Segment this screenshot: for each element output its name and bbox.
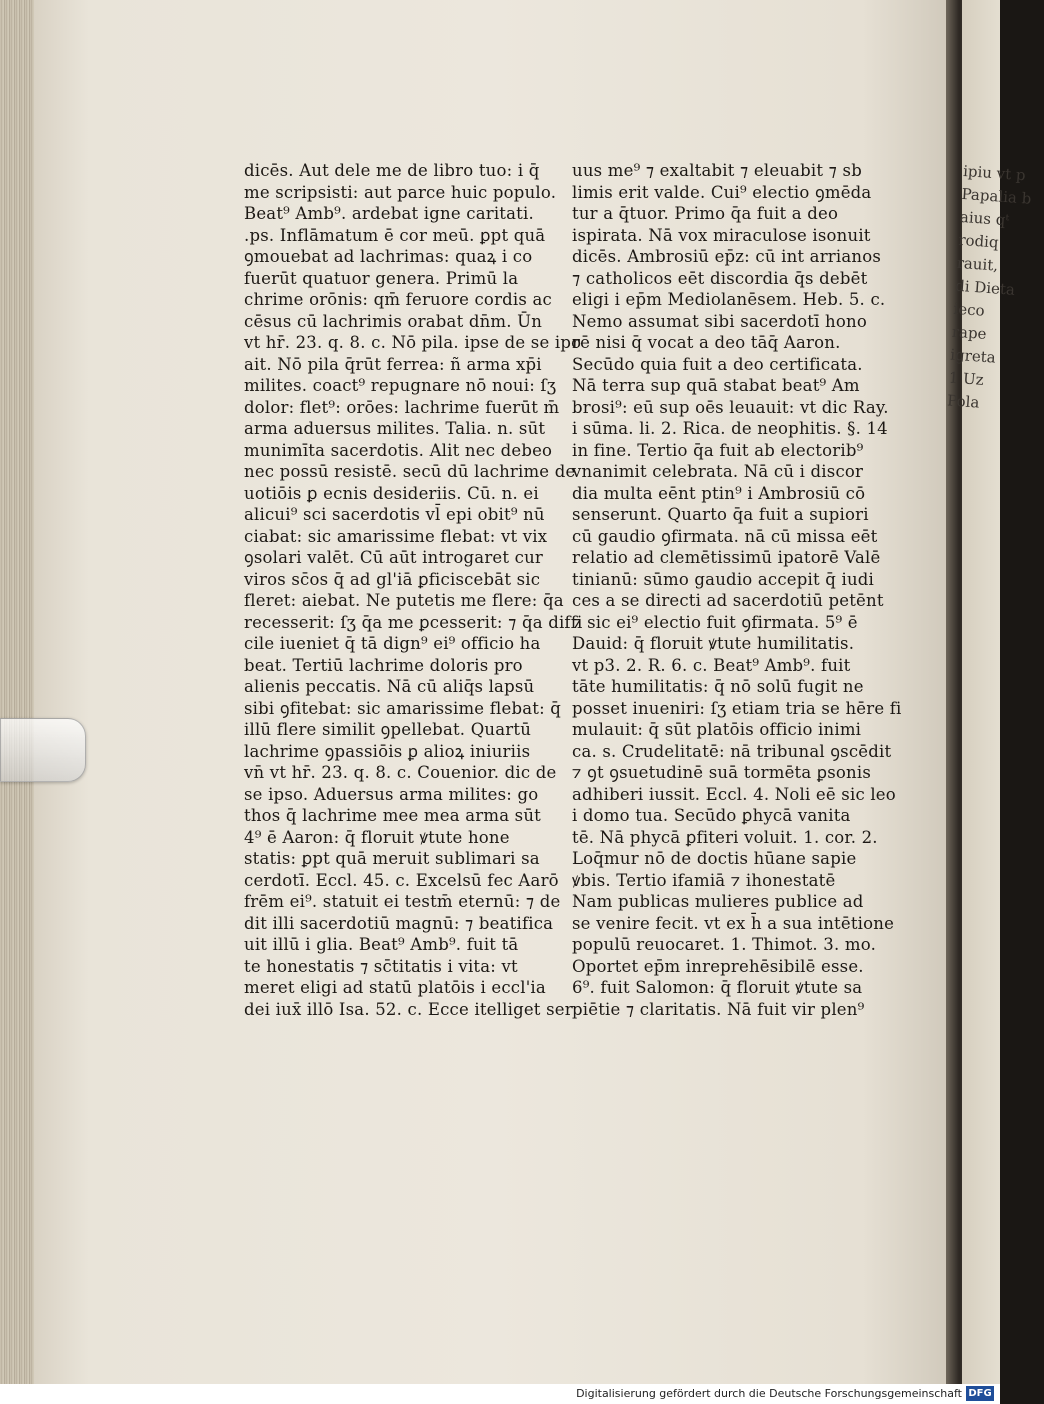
text-line: vt hr̄. 23. q. 8. c. Nō pila. ipse de se ipo xyxy=(244,333,582,352)
text-line: Nemo assumat sibi sacerdotī hono xyxy=(572,311,867,331)
funding-credit: Digitalisierung gefördert durch die Deutsche Forschungsgemeinschaft xyxy=(576,1387,962,1400)
text-line: lachrime ꝯpassiōis ꝑ alioꝝ iniuriis xyxy=(244,741,531,761)
text-line: tē. Nā phycā ꝑfiteri voluit. 1. cor. 2. xyxy=(572,827,878,847)
text-line: i sūma. li. 2. Rica. de neophitis. §. 14 xyxy=(572,419,888,438)
text-line: brosi⁹: eū sup oēs leuauit: vt dic Ray. xyxy=(572,397,889,417)
text-line: ⁊ catholicos eēt discordia q̄s debēt xyxy=(572,268,868,288)
text-line: piētie ⁊ claritatis. Nā fuit vir plen⁹ xyxy=(572,999,865,1019)
text-line: .ps. Inflāmatum ē cor meū. ꝑpt quā xyxy=(244,225,546,245)
text-line: te honestatis ⁊ sc̄titatis i vita: vt xyxy=(244,956,518,976)
text-line: ca. s. Crudelitatē: nā tribunal ꝯscēdit xyxy=(572,741,892,761)
facing-text-fragment: ieco xyxy=(952,299,986,320)
text-line: ⁊ sic ei⁹ electio fuit ꝯfirmata. 5⁹ ē xyxy=(572,612,858,632)
text-line: uit illū i glia. Beat⁹ Amb⁹. fuit tā xyxy=(244,935,519,954)
facing-text-fragment: rodiq xyxy=(957,230,1000,252)
text-line: frēm ei⁹. statuit ei testm̄ eternū: ⁊ de xyxy=(244,892,561,911)
text-line: milites. coact⁹ repugnare nō noui: ſʒ xyxy=(244,376,557,395)
facing-page-edge xyxy=(946,0,1032,1384)
text-line: tinianū: sūmo gaudio accepit q̄ iudi xyxy=(572,569,875,589)
text-line: Secūdo quia fuit a deo certificata. xyxy=(572,354,863,374)
text-column-left xyxy=(244,160,583,1020)
text-line: cerdotī. Eccl. 45. c. Excelsū fec Aarō xyxy=(244,870,559,890)
text-line: ꝯsolari valēt. Cū aūt introgaret cur xyxy=(244,548,544,567)
facing-text-fragment: 1 Uz xyxy=(948,368,985,389)
text-line: populū reuocaret. 1. Thimot. 3. mo. xyxy=(572,935,877,954)
text-line: ꝯmouebat ad lachrimas: quaꝝ i co xyxy=(244,247,533,266)
text-line: 4⁹ ē Aaron: q̄ floruit ꝟtute hone xyxy=(244,827,510,847)
facing-text-fragment: di Dieta xyxy=(954,276,1016,299)
text-line: eligi i ep̄m Mediolanēsem. Heb. 5. c. xyxy=(572,290,886,309)
text-line: Oportet ep̄m inreprehēsibilē esse. xyxy=(572,956,864,976)
text-line: se venire fecit. vt ex h̄ a sua intētione xyxy=(572,913,895,933)
text-line: Nā terra sup quā stabat beat⁹ Am xyxy=(572,376,860,395)
facing-text-fragment: Papalia b xyxy=(961,184,1032,208)
text-line: mulauit: q̄ sūt platōis officio inimi xyxy=(572,720,862,739)
text-line: senserunt. Quarto q̄a fuit a supiori xyxy=(572,505,869,524)
text-line: sibi ꝯfitebat: sic amarissime flebat: q̄ xyxy=(244,698,562,718)
text-line: limis erit valde. Cui⁹ electio ꝯmēda xyxy=(572,182,872,202)
text-line: dei iux̄ illō Isa. 52. c. Ecce itelliget ser xyxy=(244,999,573,1019)
text-line: chrime orōnis: qm̄ feruore cordis ac xyxy=(244,290,552,309)
text-line: illū flere similit ꝯpellebat. Quartū xyxy=(244,720,532,739)
text-line: cēsus cū lachrimis orabat dn̄m. Ūn xyxy=(244,311,543,331)
text-line: dicēs. Ambrosiū ep̄z: cū int arrianos xyxy=(572,247,882,266)
text-line: viros sc̄os q̄ ad gl'iā ꝑficiscebāt sic xyxy=(244,569,541,589)
text-line: Nam publicas mulieres publice ad xyxy=(572,892,864,911)
text-line: relatio ad clemētissimū ipatorē Valē xyxy=(572,548,881,567)
text-line: dit illi sacerdotiū magnū: ⁊ beatifica xyxy=(244,913,554,933)
text-line: rē nisi q̄ vocat a deo tāq̄ Aaron. xyxy=(572,333,841,352)
facing-text-fragment: rauit, xyxy=(956,253,999,275)
text-line: Beat⁹ Amb⁹. ardebat igne caritati. xyxy=(244,204,534,223)
text-line: recesserit: ſʒ q̄a me ꝑcesserit: ⁊ q̄a diffi xyxy=(244,612,583,632)
text-line: posset inueniri: ſʒ etiam tria se hēre fi xyxy=(572,698,902,718)
text-line: i domo tua. Secūdo ꝑhycā vanita xyxy=(572,806,851,825)
text-line: ꝟbis. Tertio ifamiā ⁊ ihonestatē xyxy=(572,870,836,890)
text-line: cū gaudio ꝯfirmata. nā cū missa eēt xyxy=(572,526,878,546)
text-column-right xyxy=(572,160,902,1020)
text-line: vnanimit celebrata. Nā cū i discor xyxy=(572,462,864,481)
text-line: nec possū resistē. secū dū lachrime de xyxy=(244,462,576,481)
facing-text-fragment: igreta xyxy=(949,345,997,367)
text-line: vn̄ vt hr̄. 23. q. 8. c. Couenior. dic de xyxy=(244,763,557,782)
text-line: thos q̄ lachrime mee mea arma sūt xyxy=(244,806,542,825)
text-line: ⁊ ꝯt ꝯsuetudinē suā tormēta ꝑsonis xyxy=(572,763,871,782)
text-line: se ipso. Aduersus arma milites: go xyxy=(244,784,539,804)
text-line: arma aduersus milites. Talia. n. sūt xyxy=(244,419,546,438)
text-line: uotiōis ꝑ ecnis desideriis. Cū. n. ei xyxy=(244,483,539,503)
facing-text-fragment: ipiu vt p xyxy=(962,161,1027,185)
facing-text-fragment: Pola xyxy=(946,391,981,412)
text-line: ces a se directi ad sacerdotiū petēnt xyxy=(572,591,884,610)
text-line: fuerūt quatuor genera. Primū la xyxy=(244,268,519,288)
text-line: tur a q̄tuor. Primo q̄a fuit a deo xyxy=(572,204,839,223)
text-line: uus me⁹ ⁊ exaltabit ⁊ eleuabit ⁊ sb xyxy=(572,161,862,180)
facing-text-fragment: aius qᵗ xyxy=(959,207,1010,230)
text-line: fleret: aiebat. Ne putetis me flere: q̄a xyxy=(244,591,564,610)
text-line: alienis peccatis. Nā cū aliq̄s lapsū xyxy=(244,677,535,696)
text-line: cile iueniet q̄ tā dign⁹ ei⁹ officio ha xyxy=(244,634,541,653)
text-line: vt p3. 2. R. 6. c. Beat⁹ Amb⁹. fuit xyxy=(572,655,851,675)
text-line: meret eligi ad statū platōis i eccl'ia xyxy=(244,978,546,997)
text-line: tāte humilitatis: q̄ nō solū fugit ne xyxy=(572,677,864,696)
facing-text-fragment: rape xyxy=(951,322,988,343)
text-line: statis: ꝑpt quā meruit sublimari sa xyxy=(244,849,540,868)
text-line: in fine. Tertio q̄a fuit ab electorib⁹ xyxy=(572,440,864,460)
text-line: alicui⁹ sci sacerdotis vl̄ epi obit⁹ nū xyxy=(244,505,545,524)
text-line: ispirata. Nā vox miraculose isonuit xyxy=(572,225,871,245)
text-line: dolor: flet⁹: orōes: lachrime fuerūt m̄ xyxy=(244,397,560,417)
text-line: ait. Nō pila q̄rūt ferrea: ñ arma xp̄i xyxy=(244,354,542,374)
footer-bar xyxy=(0,1384,1000,1404)
text-line: dicēs. Aut dele me de libro tuo: i q̄ xyxy=(244,161,540,180)
text-line: Dauid: q̄ floruit ꝟtute humilitatis. xyxy=(572,634,855,653)
text-line: beat. Tertiū lachrime doloris pro xyxy=(244,655,523,675)
text-line: dia multa eēnt ptin⁹ i Ambrosiū cō xyxy=(572,483,866,503)
plastic-page-clip xyxy=(0,718,86,782)
text-line: me scripsisti: aut parce huic populo. xyxy=(244,182,557,202)
dfg-logo-icon: DFG xyxy=(966,1386,994,1401)
text-line: adhiberi iussit. Eccl. 4. Noli eē sic leo xyxy=(572,784,896,804)
text-line: ciabat: sic amarissime flebat: vt vix xyxy=(244,526,548,546)
text-line: 6⁹. fuit Salomon: q̄ floruit ꝟtute sa xyxy=(572,978,863,997)
text-line: munimīta sacerdotis. Alit nec debeo xyxy=(244,440,553,460)
facing-page-text xyxy=(946,160,1043,418)
text-line: Loq̄mur nō de doctis hūane sapie xyxy=(572,849,857,868)
